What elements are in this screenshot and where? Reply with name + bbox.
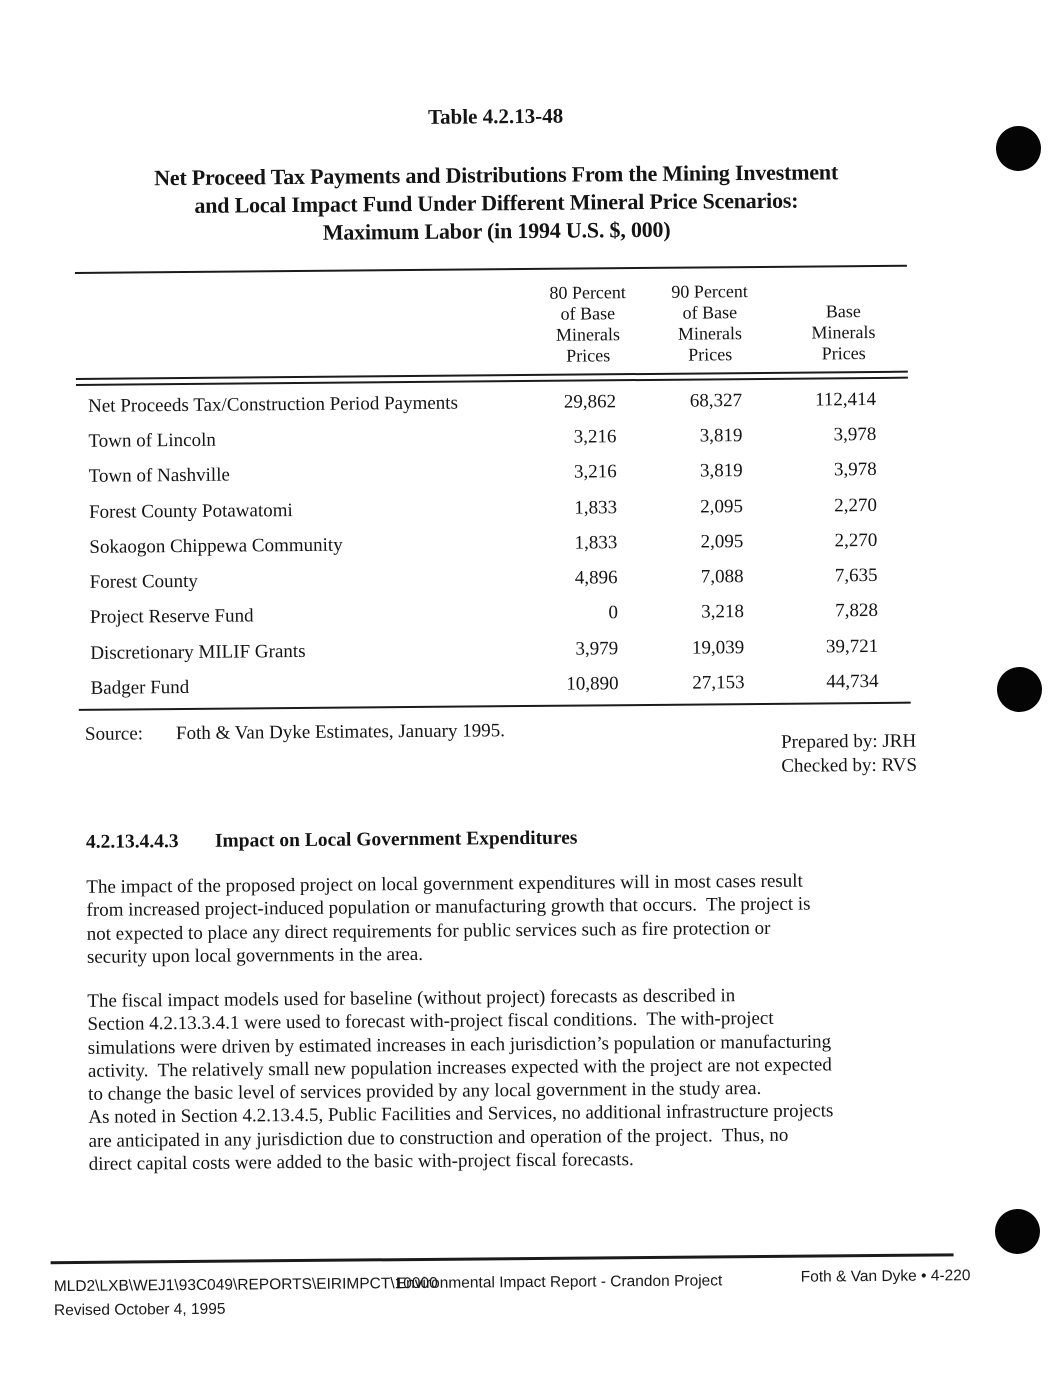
row-value: 10,890	[566, 673, 619, 695]
column-header-80-percent: 80 Percent of Base Minerals Prices	[549, 282, 626, 366]
row-value: 44,734	[826, 670, 879, 693]
footer-rule	[51, 1253, 954, 1264]
row-label: Net Proceeds Tax/Construction Period Payments	[88, 392, 459, 417]
source-text: Foth & Van Dyke Estimates, January 1995.	[175, 720, 506, 745]
table-row	[78, 664, 910, 707]
table-title: Net Proceed Tax Payments and Distributions From the Mining Investment and Local Impact Fund Under Different Mineral Price Scenarios: Maximum Labor (in 1994 U.S. $, 000)	[154, 159, 839, 245]
row-value: 0	[608, 602, 619, 624]
row-value: 3,979	[575, 637, 619, 660]
section-title: Impact on Local Government Expenditures	[214, 827, 578, 852]
row-value: 2,270	[834, 529, 878, 552]
checked-by: Checked by: RVS	[781, 754, 918, 777]
punch-hole-mark	[996, 126, 1041, 171]
row-value: 4,896	[574, 567, 618, 589]
row-value: 39,721	[825, 635, 879, 658]
row-value: 27,153	[692, 672, 745, 694]
source-label: Source:	[84, 723, 144, 745]
paragraph-2: The fiscal impact models used for baseline (without project) forecasts as described in Section 4.2.13.3.4.1 were used to forecast with-project fiscal conditions. The with-project simulations were driven by estimated increases in each jurisdiction’s population or manufacturing activity. The relatively small new population increases expected with the project are not expected to change the basic level of services provided by any local government in the study area. As noted in Section 4.2.13.4.5, Public Facilities and Services, no additional infrastructure projects are anticipated in any jurisdiction due to construction and operation of the project. Thus, no direct capital costs were added to the basic with-project fiscal forecasts.	[87, 985, 834, 1175]
row-value: 3,216	[573, 426, 617, 448]
row-value: 3,978	[833, 423, 877, 446]
signoff-block	[781, 730, 917, 778]
table-header-row	[75, 267, 908, 378]
punch-hole-mark	[995, 1209, 1040, 1254]
row-value: 7,828	[835, 600, 879, 622]
row-label: Town of Lincoln	[88, 429, 216, 452]
prepared-by: Prepared by: JRH	[780, 730, 917, 753]
punch-hole-mark	[997, 667, 1042, 712]
row-value: 7,088	[700, 566, 744, 588]
table-number-label: Table 4.2.13-48	[427, 103, 564, 129]
row-label: Badger Fund	[90, 676, 190, 699]
row-label: Forest County Potawatomi	[88, 499, 293, 523]
row-value: 2,270	[834, 494, 878, 516]
footer-page-number: Foth & Van Dyke • 4-220	[800, 1267, 971, 1286]
row-value: 2,095	[700, 530, 744, 553]
footer-document-title: Environmental Impact Report - Crandon Project	[395, 1272, 723, 1293]
row-label: Discretionary MILIF Grants	[90, 640, 306, 664]
footer-file-path: MLD2\LXB\WEJ1\93C049\REPORTS\EIRIMPCT\10000	[53, 1274, 438, 1296]
row-label: Town of Nashville	[88, 464, 230, 488]
row-value: 7,635	[834, 565, 878, 587]
row-value: 68,327	[689, 389, 743, 412]
row-value: 2,095	[700, 495, 744, 518]
row-value: 3,216	[573, 461, 617, 483]
row-value: 112,414	[814, 388, 877, 411]
row-label: Project Reserve Fund	[89, 605, 254, 629]
source-note	[85, 720, 505, 746]
row-value: 3,819	[699, 460, 743, 482]
table-body	[76, 379, 911, 707]
row-label: Forest County	[89, 571, 198, 593]
footer-revision-date: Revised October 4, 1995	[53, 1300, 226, 1320]
paragraph-1: The impact of the proposed project on local government expenditures will in most cases result from increased project-induced population or manufacturing growth that occurs. The project is not expected to place any direct requirements for public services such as fire protection or security upon local governments in the area.	[86, 870, 811, 968]
column-header-base: Base Minerals Prices	[811, 301, 876, 364]
row-value: 1,833	[574, 496, 618, 519]
row-value: 29,862	[563, 390, 617, 413]
column-header-90-percent: 90 Percent of Base Minerals Prices	[671, 281, 748, 365]
row-value: 3,978	[833, 459, 877, 481]
row-value: 3,218	[701, 601, 745, 623]
row-label: Sokaogon Chippewa Community	[89, 534, 343, 558]
net-proceeds-table	[75, 265, 911, 711]
section-number: 4.2.13.4.4.3	[85, 831, 179, 853]
section-heading	[86, 828, 578, 854]
row-value: 19,039	[691, 636, 745, 659]
row-value: 1,833	[574, 532, 618, 554]
row-value: 3,819	[699, 425, 743, 447]
